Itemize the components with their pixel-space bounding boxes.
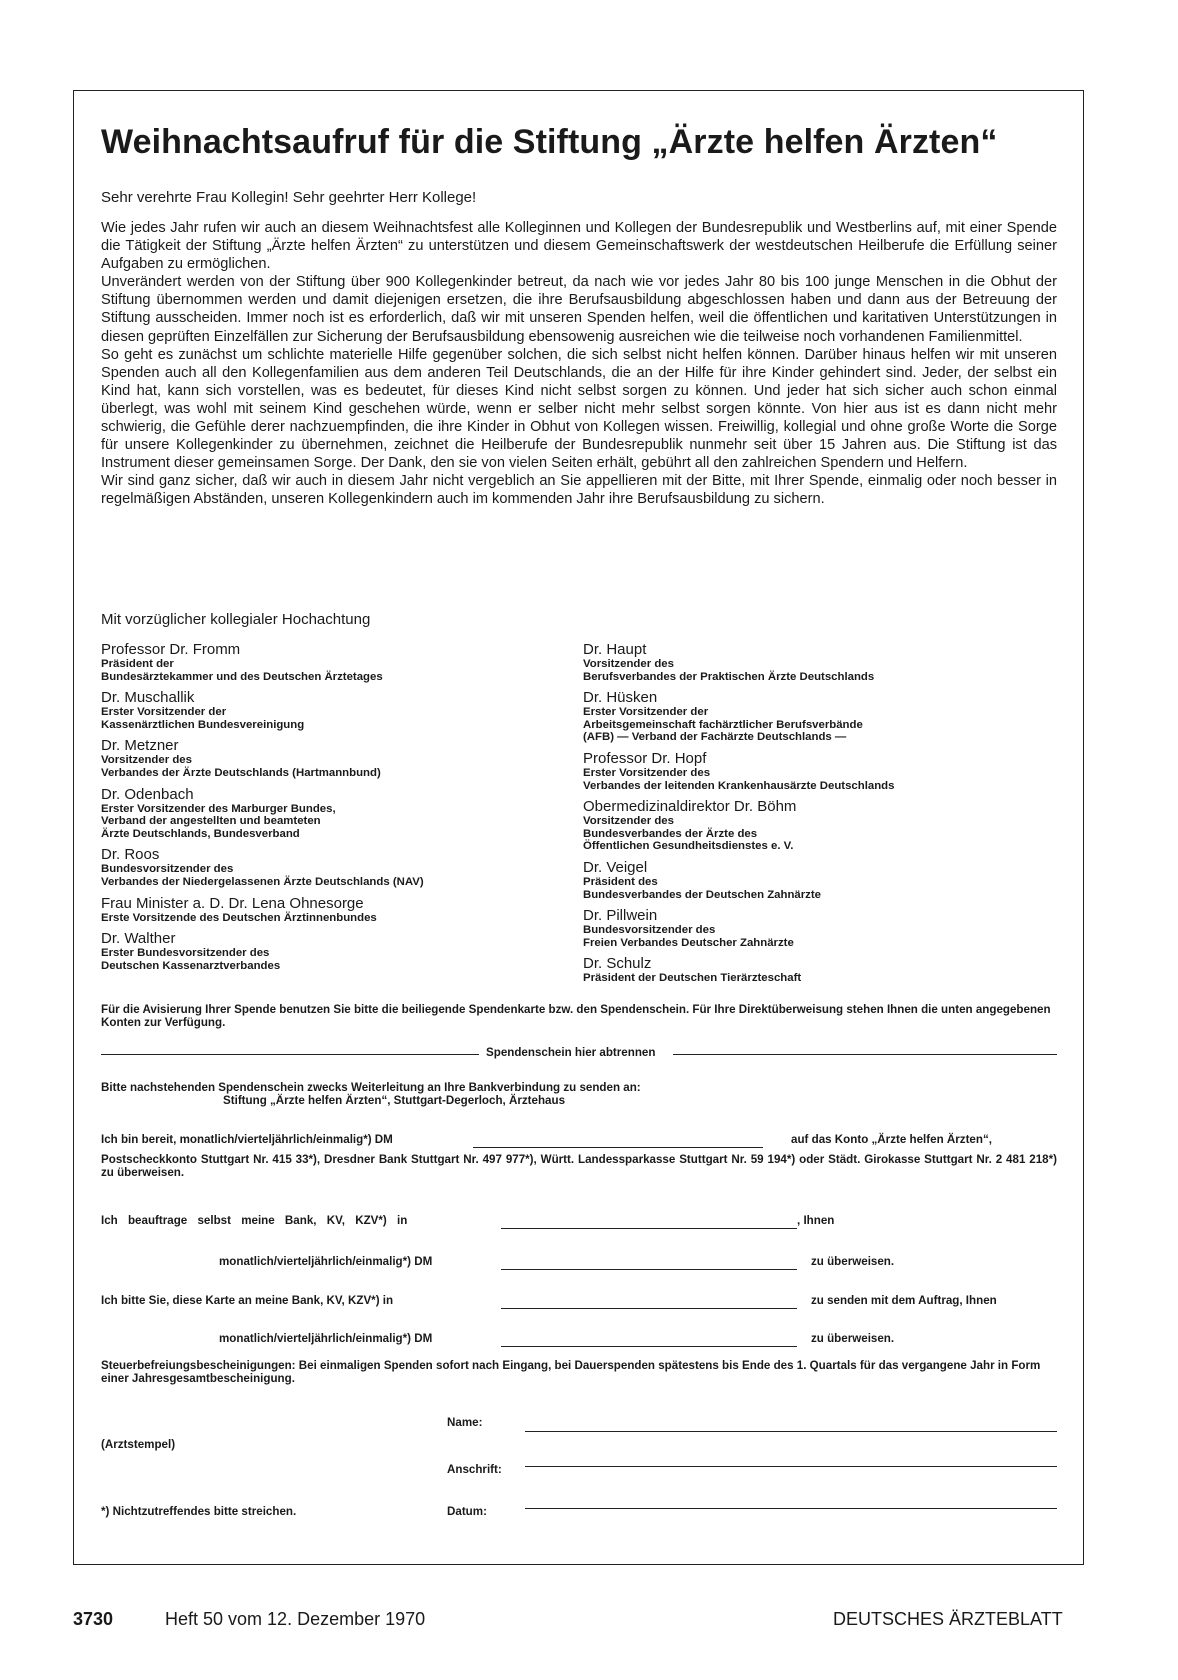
signatory	[101, 641, 541, 683]
signatory-role: Ärzte Deutschlands, Bundesverband	[101, 827, 300, 840]
signatory-role: Freien Verbandes Deutscher Zahnärzte	[583, 936, 794, 949]
signatory-role: Erster Vorsitzender der	[101, 706, 227, 719]
date-field[interactable]	[525, 1508, 1057, 1509]
tax-note: Steuerbefreiungsbescheinigungen: Bei einmaligen Spenden sofort nach Eingang, bei Dauerspenden spätestens bis Ende des 1. Quartals für das vergangene Jahr in Form einer Jahresgesamtbescheinigung.	[101, 1359, 1041, 1385]
signatory-role: Erster Vorsitzender des Marburger Bundes,	[101, 802, 336, 815]
interval-amount-field-2[interactable]	[501, 1346, 797, 1347]
signatory	[101, 846, 541, 888]
avis-note: Für die Avisierung Ihrer Spende benutzen Sie bitte die beiliegende Spendenkarte bzw. den Spendenschein. Für Ihre Direktüberweisung stehen Ihnen die unten angegebenen Konten zur Verfügung.	[101, 1003, 1051, 1029]
signatory-name: Dr. Veigel	[583, 858, 648, 876]
closing-line: Mit vorzüglicher kollegialer Hochachtung	[101, 611, 371, 628]
signatory-name: Dr. Odenbach	[101, 785, 194, 803]
signatory-role: Verbandes der Niedergelassenen Ärzte Deutschlands (NAV)	[101, 875, 424, 888]
bank-order-suffix: , Ihnen	[797, 1214, 835, 1227]
date-row	[101, 1505, 1057, 1525]
signatories-left	[101, 641, 541, 978]
signatory-role: Öffentlichen Gesundheitsdienstes e. V.	[583, 840, 794, 853]
pledge-account-label: auf das Konto „Ärzte helfen Ärzten“,	[791, 1133, 992, 1146]
signatory-role: Bundesverbandes der Deutschen Zahnärzte	[583, 888, 822, 901]
account-list: Postscheckkonto Stuttgart Nr. 415 33*), Dresdner Bank Stuttgart Nr. 497 977*), Württ. Landessparkasse Stuttgart Nr. 59 194*) oder Städt. Girokasse Stuttgart Nr. 2 481 218*) zu überweisen.	[101, 1153, 1057, 1179]
cut-line-right	[673, 1054, 1057, 1055]
signatory-name: Dr. Roos	[101, 846, 160, 864]
pledge-amount-field[interactable]	[473, 1147, 763, 1148]
issue-info: Heft 50 vom 12. Dezember 1970	[165, 1609, 426, 1629]
signatory	[583, 859, 1057, 901]
signatory-role: Erster Vorsitzender des	[583, 766, 711, 779]
signatory	[101, 689, 541, 731]
signatory-role: Verbandes der Ärzte Deutschlands (Hartmannbund)	[101, 766, 381, 779]
signatory-role: Verband der angestellten und beamteten	[101, 815, 321, 828]
bank-place-field[interactable]	[501, 1228, 797, 1229]
appeal-body	[101, 219, 1057, 509]
signatory-role: Präsident der Deutschen Tierärzteschaft	[583, 972, 802, 985]
interval-label-2: monatlich/vierteljährlich/einmalig*) DM	[219, 1332, 433, 1345]
signatory	[101, 895, 541, 925]
signatory-role: Bundesärztekammer und des Deutschen Ärztetages	[101, 670, 383, 683]
signatory	[583, 955, 1057, 985]
signatory-role: Berufsverbandes der Praktischen Ärzte Deutschlands	[583, 670, 875, 683]
interval-amount-field[interactable]	[501, 1269, 797, 1270]
cut-label: Spendenschein hier abtrennen	[486, 1046, 656, 1059]
paragraph: So geht es zunächst um schlichte materielle Hilfe gegenüber solchen, die sich selbst nicht helfen können. Darüber hinaus helfen wir mit unseren Spenden auch all den Kollegenfamilien aus dem anderen Teil Deutschlands, die an der Hilfe für ihre Kinder gehindert sind. Jeder, der selbst ein Kind hat, kann sich vorstellen, was es bedeutet, für dieses Kind nicht selbst sorgen zu können. Und jeder hat sich sicher auch schon einmal überlegt, was wohl mit seinem Kind geschehen würde, wenn er selber nicht mehr selbst sorgen könnte. Von hier aus ist es dann nicht mehr schwierig, die Gefühle derer nachzuempfinden, die ihre Kinder in Obhut von Kollegen wissen. Freiwillig, kollegial und ohne große Worte die Sorge für unsere Kollegenkinder zu übernehmen, zeichnet die Heilberufe der Bundesrepublik nunmehr seit über 15 Jahren aus. Die Stiftung ist das Instrument dieser gemeinsamen Sorge. Der Dank, den sie von vielen Seiten erhält, gebührt all den zahlreichen Spendern und Helfern.	[101, 346, 1057, 472]
signatory-name: Professor Dr. Hopf	[583, 749, 707, 767]
signatory	[101, 930, 541, 972]
signatory-name: Dr. Metzner	[101, 737, 179, 755]
signatory-role: Arbeitsgemeinschaft fachärztlicher Berufsverbände	[583, 718, 863, 731]
paragraph: Wie jedes Jahr rufen wir auch an diesem Weihnachtsfest alle Kolleginnen und Kollegen der Bundesrepublik und Westberlins auf, mit einer Spende die Tätigkeit der Stiftung „Ärzte helfen Ärzten“ zu unterstützen und diesem Gemeinschaftswerk der westdeutschen Heilberufe die Erfüllung seiner Aufgaben zu ermöglichen.	[101, 220, 1057, 273]
cut-line	[101, 1046, 1057, 1062]
bank-order-label: Ich beauftrage selbst meine Bank, KV, KZV*) in	[101, 1214, 408, 1227]
signatory	[583, 907, 1057, 949]
signatory-role: Bundesvorsitzender des	[583, 924, 716, 937]
name-row	[101, 1416, 1057, 1436]
paragraph: Wir sind ganz sicher, daß wir auch in diesem Jahr nicht vergeblich an Sie appellieren mit der Bitte, mit Ihrer Spende, einmalig oder noch besser in regelmäßigen Abständen, unseren Kollegenkindern auch im kommenden Jahr ihre Berufsausbildung zu sichern.	[101, 473, 1057, 508]
signatory-role: Erste Vorsitzende des Deutschen Ärztinnenbundes	[101, 911, 377, 924]
page-title: Weihnachtsaufruf für die Stiftung „Ärzte helfen Ärzten“	[101, 123, 998, 161]
interval-row	[101, 1255, 1057, 1275]
form-intro-line: Bitte nachstehenden Spendenschein zwecks Weiterleitung an Ihre Bankverbindung zu senden an:	[101, 1081, 641, 1094]
signatory-role: Kassenärztlichen Bundesvereinigung	[101, 718, 305, 731]
signatory-role: Vorsitzender des	[583, 658, 674, 670]
card-request-suffix: zu senden mit dem Auftrag, Ihnen	[811, 1294, 997, 1307]
signatory-name: Dr. Schulz	[583, 955, 652, 973]
signatory	[583, 750, 1057, 792]
signatory-role: Erster Bundesvorsitzender des	[101, 947, 270, 960]
signatory-role: Bundesverbandes der Ärzte des	[583, 827, 758, 840]
address-label: Anschrift:	[447, 1463, 502, 1476]
appeal-frame	[73, 90, 1084, 1565]
page-number: 3730	[73, 1609, 114, 1629]
stamp-label: (Arztstempel)	[101, 1438, 176, 1451]
footnote: *) Nichtzutreffendes bitte streichen.	[101, 1505, 297, 1518]
signatory-role: Verbandes der leitenden Krankenhausärzte Deutschlands	[583, 779, 895, 792]
greeting: Sehr verehrte Frau Kollegin! Sehr geehrter Herr Kollege!	[101, 189, 477, 206]
signatory-name: Dr. Walther	[101, 930, 176, 948]
name-field[interactable]	[525, 1431, 1057, 1432]
card-bank-field[interactable]	[501, 1308, 797, 1309]
signatory-name: Dr. Haupt	[583, 641, 647, 658]
signatory-role: (AFB) — Verband der Fachärzte Deutschlands —	[583, 731, 847, 744]
signatory	[583, 798, 1057, 853]
signatories-right	[583, 641, 1057, 991]
signatory-role: Deutschen Kassenarztverbandes	[101, 959, 281, 972]
date-label: Datum:	[447, 1505, 487, 1518]
signatory-role: Präsident des	[583, 875, 658, 888]
signatory	[583, 641, 1057, 683]
signatory-name: Dr. Pillwein	[583, 907, 658, 925]
interval-row-2	[101, 1332, 1057, 1352]
signatory-name: Dr. Hüsken	[583, 689, 658, 707]
signatory-role: Erster Vorsitzender der	[583, 706, 709, 719]
stamp-row	[101, 1438, 1057, 1458]
interval-suffix-2: zu überweisen.	[811, 1332, 895, 1345]
signatory-role: Präsident der	[101, 658, 174, 670]
signatory-role: Vorsitzender des	[101, 754, 192, 767]
form-recipient: Stiftung „Ärzte helfen Ärzten“, Stuttgart-Degerloch, Ärztehaus	[223, 1094, 566, 1107]
paragraph: Unverändert werden von der Stiftung über 900 Kollegenkinder betreut, da nach wie vor jedes Jahr 80 bis 100 junge Menschen in die Obhut der Stiftung übernommen werden und damit diejenigen ersetzen, die ihre Berufsausbildung abgeschlossen haben und dann aus der Betreuung der Stiftung ausscheiden. Immer noch ist es erforderlich, daß wir mit unseren Spenden helfen, weil die öffentlichen und karitativen Unterstützungen in diesen geprüften Einzelfällen zur Sicherung der Berufsausbildung ebensowenig ausreichen wie die teilweise noch vorhandenen Familienmittel.	[101, 274, 1057, 345]
journal-name: DEUTSCHES ÄRZTEBLATT	[833, 1609, 1063, 1629]
cut-line-left	[101, 1054, 479, 1055]
signatory	[583, 689, 1057, 744]
signatory	[101, 786, 541, 841]
card-request-row	[101, 1294, 1057, 1314]
address-row	[101, 1463, 1057, 1483]
pledge-row	[101, 1133, 1057, 1153]
signatory-name: Frau Minister a. D. Dr. Lena Ohnesorge	[101, 894, 364, 912]
interval-suffix: zu überweisen.	[811, 1255, 895, 1268]
card-request-label: Ich bitte Sie, diese Karte an meine Bank, KV, KZV*) in	[101, 1294, 394, 1307]
address-field[interactable]	[525, 1466, 1057, 1467]
signatory-name: Obermedizinaldirektor Dr. Böhm	[583, 798, 797, 816]
signatory	[101, 737, 541, 779]
signatory-role: Bundesvorsitzender des	[101, 863, 234, 876]
signatory-role: Vorsitzender des	[583, 815, 674, 828]
pledge-label: Ich bin bereit, monatlich/vierteljährlich/einmalig*) DM	[101, 1133, 393, 1146]
interval-label: monatlich/vierteljährlich/einmalig*) DM	[219, 1255, 433, 1268]
form-intro	[101, 1081, 1057, 1107]
signatory-name: Professor Dr. Fromm	[101, 641, 241, 658]
name-label: Name:	[447, 1416, 483, 1429]
bank-order-row	[101, 1214, 1057, 1234]
signatory-name: Dr. Muschallik	[101, 689, 195, 707]
